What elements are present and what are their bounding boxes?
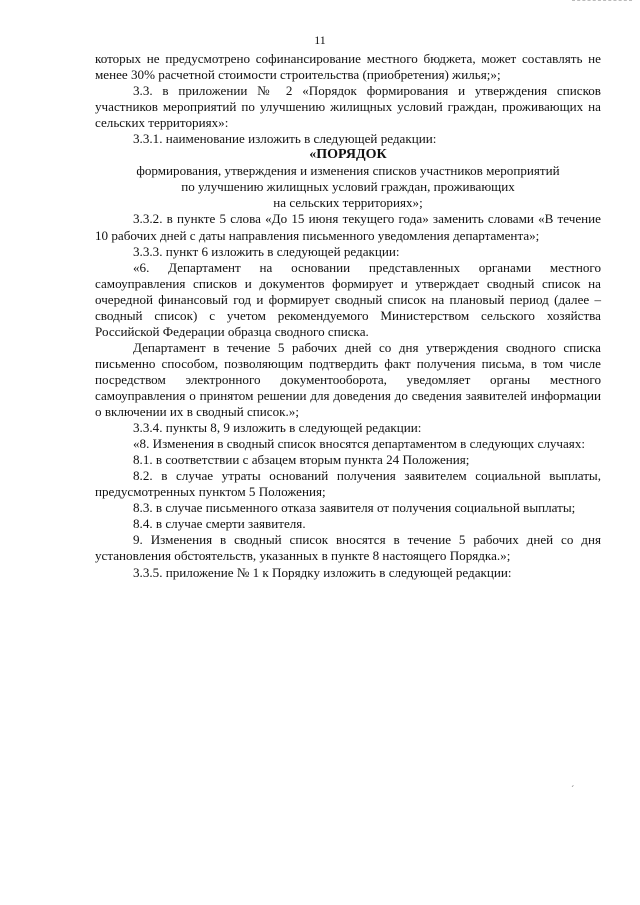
scan-artifact: ˊ [571,785,575,796]
paragraph: 3.3.1. наименование изложить в следующей редакции: [133,131,437,147]
paragraph: 3.3.3. пункт 6 изложить в следующей редакции: [133,243,400,259]
page-number: 11 [314,33,326,47]
paragraph: формирования, утверждения и изменения списков участников мероприятий [136,163,560,179]
paragraph: 3.3.4. пункты 8, 9 изложить в следующей редакции: [133,420,422,436]
section-title: «ПОРЯДОК [309,147,387,163]
paragraph: «8. Изменения в сводный список вносятся департаментом в следующих случаях: [133,436,586,452]
paragraph: 9. Изменения в сводный список вносятся в течение 5 рабочих дней со дня установления обстоятельств, указанных в пункте 8 настоящего Порядка.»; [95,532,601,564]
paragraph: которых не предусмотрено софинансирование местного бюджета, может составлять не менее 30% расчетной стоимости строительства (приобретения) жилья;»; [95,51,601,83]
paragraph: 3.3. в приложении № 2 «Порядок формирования и утверждения списков участников мероприятий по улучшению жилищных условий граждан, проживающих на сельских территориях»: [95,83,601,131]
scan-edge-mark [572,0,632,3]
paragraph: на сельских территориях»; [273,195,423,211]
paragraph: 3.3.5. приложение № 1 к Порядку изложить в следующей редакции: [133,564,512,580]
paragraph: 8.3. в случае письменного отказа заявителя от получения социальной выплаты; [133,500,576,516]
paragraph: «6. Департамент на основании представленных органами местного самоуправления списков и документов формирует и утверждает сводный список на очередной финансовый год и формирует сводный список на плановый период (далее – сводный список) с учетом рекомендуемого Министерством сельского хозяйства Российской Федерации образца сводного списка. [95,259,601,339]
paragraph: 8.1. в соответствии с абзацем вторым пункта 24 Положения; [133,452,470,468]
paragraph: 8.4. в случае смерти заявителя. [133,516,306,532]
paragraph: 3.3.2. в пункте 5 слова «До 15 июня текущего года» заменить словами «В течение 10 рабочих дней с даты направления письменного уведомления департамента»; [95,211,601,243]
paragraph: 8.2. в случае утраты оснований получения заявителем социальной выплаты, предусмотренных пунктом 5 Положения; [95,468,601,500]
paragraph: Департамент в течение 5 рабочих дней со дня утверждения сводного списка письменно способом, позволяющим подтвердить факт получения письма, в том числе посредством электронного документооборота, уведомляет органы местного самоуправления о принятом решении для доведения до сведения заявителей информации о включении их в сводный список.»; [95,339,601,420]
document-body [95,51,601,581]
paragraph: по улучшению жилищных условий граждан, проживающих [181,179,515,195]
